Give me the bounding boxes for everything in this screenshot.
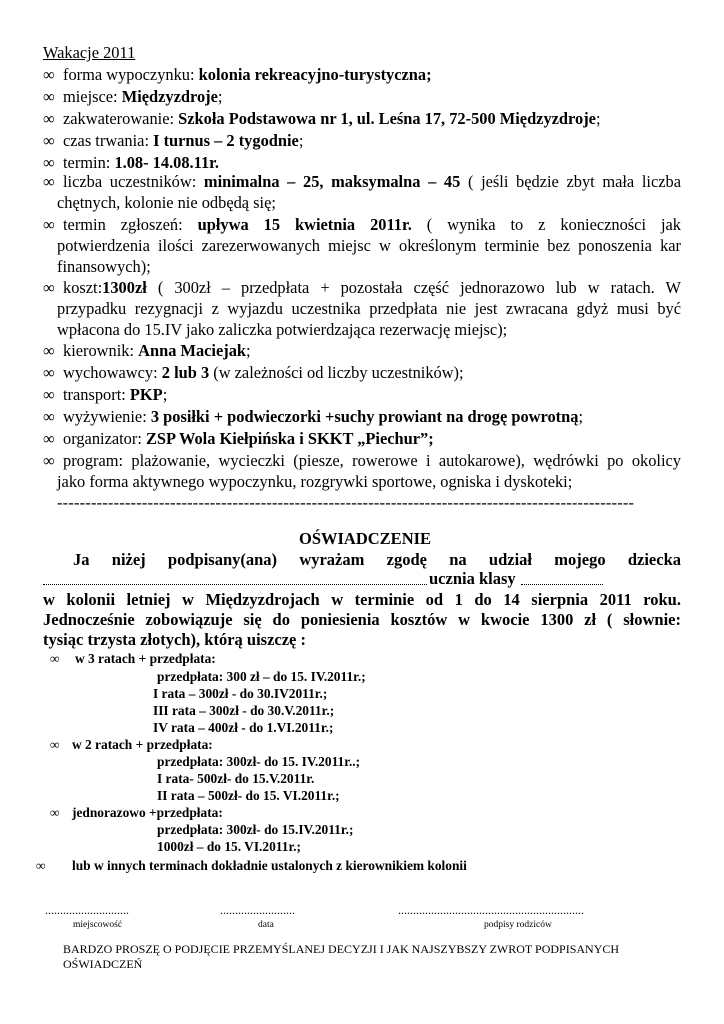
payment-line: przedpłata: 300zł- do 15.IV.2011r.;	[157, 822, 354, 837]
info-zakwaterowanie: ∞ zakwaterowanie: Szkoła Podstawowa nr 1, ul. Leśna 17, 72-500 Międzyzdroje;	[43, 109, 601, 128]
child-name-row	[43, 569, 683, 589]
info-czas-trwania: ∞ czas trwania: I turnus – 2 tygodnie;	[43, 131, 304, 150]
separator-line: ------------------------------------------------------------------------------------------------------	[57, 493, 635, 512]
place-blank[interactable]: ............................	[45, 903, 129, 917]
infinity-bullet-icon: ∞	[50, 651, 60, 666]
infinity-bullet-icon: ∞	[43, 153, 55, 172]
infinity-bullet-icon: ∞	[43, 109, 55, 128]
info-zgloszenia-line3: finansowych);	[57, 257, 151, 276]
footer-line1: BARDZO PROSZĘ O PODJĘCIE PRZEMYŚLANEJ DECYZJI I JAK NAJSZYBSZY ZWROT PODPISANYCH	[63, 942, 620, 956]
info-wyzywienie: ∞ wyżywienie: 3 posiłki + podwieczorki +suchy prowiant na drogę powrotną;	[43, 407, 584, 426]
infinity-bullet-icon: ∞	[43, 278, 55, 297]
info-liczba-line2: chętnych, kolonie nie odbędą się;	[57, 193, 276, 212]
infinity-bullet-icon: ∞	[43, 87, 55, 106]
infinity-bullet-icon: ∞	[50, 805, 60, 820]
page-title: Wakacje 2011	[43, 43, 136, 62]
class-blank[interactable]	[521, 583, 603, 585]
infinity-bullet-icon: ∞	[43, 172, 55, 191]
ucznia-klasy-label: ucznia klasy	[429, 569, 516, 588]
oswiadczenie-line4: tysiąc trzysta złotych), którą uiszczę :	[43, 630, 306, 649]
infinity-bullet-icon: ∞	[43, 131, 55, 150]
payment-option-3-raty: ∞ w 3 ratach + przedpłata:	[50, 651, 216, 666]
parents-signature-label: podpisy rodziców	[484, 920, 552, 930]
payment-option-jednorazowo: ∞ jednorazowo +przedpłata:	[50, 805, 223, 820]
infinity-bullet-icon: ∞	[43, 429, 55, 448]
parents-signature-blank[interactable]: ..............................................................	[398, 903, 584, 917]
info-koszt-line2: przypadku rezygnacji z wyjazdu uczestnika przedpłata nie jest zwracana gdyż musi być	[57, 299, 681, 318]
info-zgloszenia-line1: ∞ termin zgłoszeń: upływa 15 kwietnia 2011r. ( wynika to z konieczności jak	[43, 215, 681, 234]
infinity-bullet-icon: ∞	[43, 385, 55, 404]
infinity-bullet-icon: ∞	[43, 65, 55, 84]
place-label: miejscowość	[73, 920, 123, 930]
infinity-bullet-icon: ∞	[36, 858, 46, 873]
footer-line2: OŚWIADCZEŃ	[63, 957, 143, 971]
payment-line: III rata – 300zł - do 30.V.2011r.;	[153, 703, 335, 718]
infinity-bullet-icon: ∞	[50, 737, 60, 752]
infinity-bullet-icon: ∞	[43, 341, 55, 360]
info-program-line1: ∞ program: plażowanie, wycieczki (piesze, rowerowe i autokarowe), wędrówki po okolicy	[43, 451, 681, 470]
infinity-bullet-icon: ∞	[43, 451, 55, 470]
info-wychowawcy: ∞ wychowawcy: 2 lub 3 (w zależności od liczby uczestników);	[43, 363, 464, 382]
payment-line: I rata – 300zł - do 30.IV2011r.;	[153, 686, 328, 701]
oswiadczenie-line1: Ja niżej podpisany(ana) wyrażam zgodę na udział mojego dziecka	[73, 550, 681, 569]
payment-line: II rata – 500zł- do 15. VI.2011r.;	[157, 788, 340, 803]
infinity-bullet-icon: ∞	[43, 215, 55, 234]
info-program-line2: jako forma aktywnego wypoczynku, rozgrywki sportowe, ogniska i dyskoteki;	[57, 472, 573, 491]
oswiadczenie-line2: w kolonii letniej w Międzyzdrojach w terminie od 1 do 14 sierpnia 2011 roku.	[43, 590, 681, 609]
infinity-bullet-icon: ∞	[43, 407, 55, 426]
payment-line: I rata- 500zł- do 15.V.2011r.	[157, 771, 315, 786]
info-zgloszenia-line2: potwierdzenia ilości zarezerwowanych miejsc w określonym terminie bez ponoszenia kar	[57, 236, 681, 255]
info-koszt-line1: ∞ koszt:1300zł ( 300zł – przedpłata + pozostała część jednorazowo lub w ratach. W	[43, 278, 681, 297]
info-forma: ∞ forma wypoczynku: kolonia rekreacyjno-turystyczna;	[43, 65, 432, 84]
info-transport: ∞ transport: PKP;	[43, 385, 168, 404]
infinity-bullet-icon: ∞	[43, 363, 55, 382]
info-liczba-line1: ∞ liczba uczestników: minimalna – 25, maksymalna – 45 ( jeśli będzie zbyt mała liczba	[43, 172, 681, 191]
oswiadczenie-line3: Jednocześnie zobowiązuje się do poniesienia kosztów w kwocie 1300 zł ( słownie:	[43, 610, 681, 629]
date-label: data	[258, 920, 274, 930]
info-miejsce: ∞ miejsce: Międzyzdroje;	[43, 87, 223, 106]
date-blank[interactable]: .........................	[220, 903, 295, 917]
info-koszt-line3: wpłacona do 15.IV jako zaliczka potwierdzająca rezerwację miejsc);	[57, 320, 508, 339]
payment-line: IV rata – 400zł - do 1.VI.2011r.;	[153, 720, 334, 735]
payment-line: 1000zł – do 15. VI.2011r.;	[157, 839, 301, 854]
payment-option-2-raty: ∞ w 2 ratach + przedpłata:	[50, 737, 213, 752]
info-organizator: ∞ organizator: ZSP Wola Kiełpińska i SKKT „Piechur”;	[43, 429, 434, 448]
payment-option-inne: ∞ lub w innych terminach dokładnie ustalonych z kierownikiem kolonii	[36, 858, 467, 873]
payment-line: przedpłata: 300 zł – do 15. IV.2011r.;	[157, 669, 366, 684]
info-termin: ∞ termin: 1.08- 14.08.11r.	[43, 153, 220, 172]
oswiadczenie-heading: OŚWIADCZENIE	[299, 529, 432, 548]
child-name-blank[interactable]	[43, 583, 427, 585]
payment-line: przedpłata: 300zł- do 15. IV.2011r..;	[157, 754, 361, 769]
info-kierownik: ∞ kierownik: Anna Maciejak;	[43, 341, 251, 360]
